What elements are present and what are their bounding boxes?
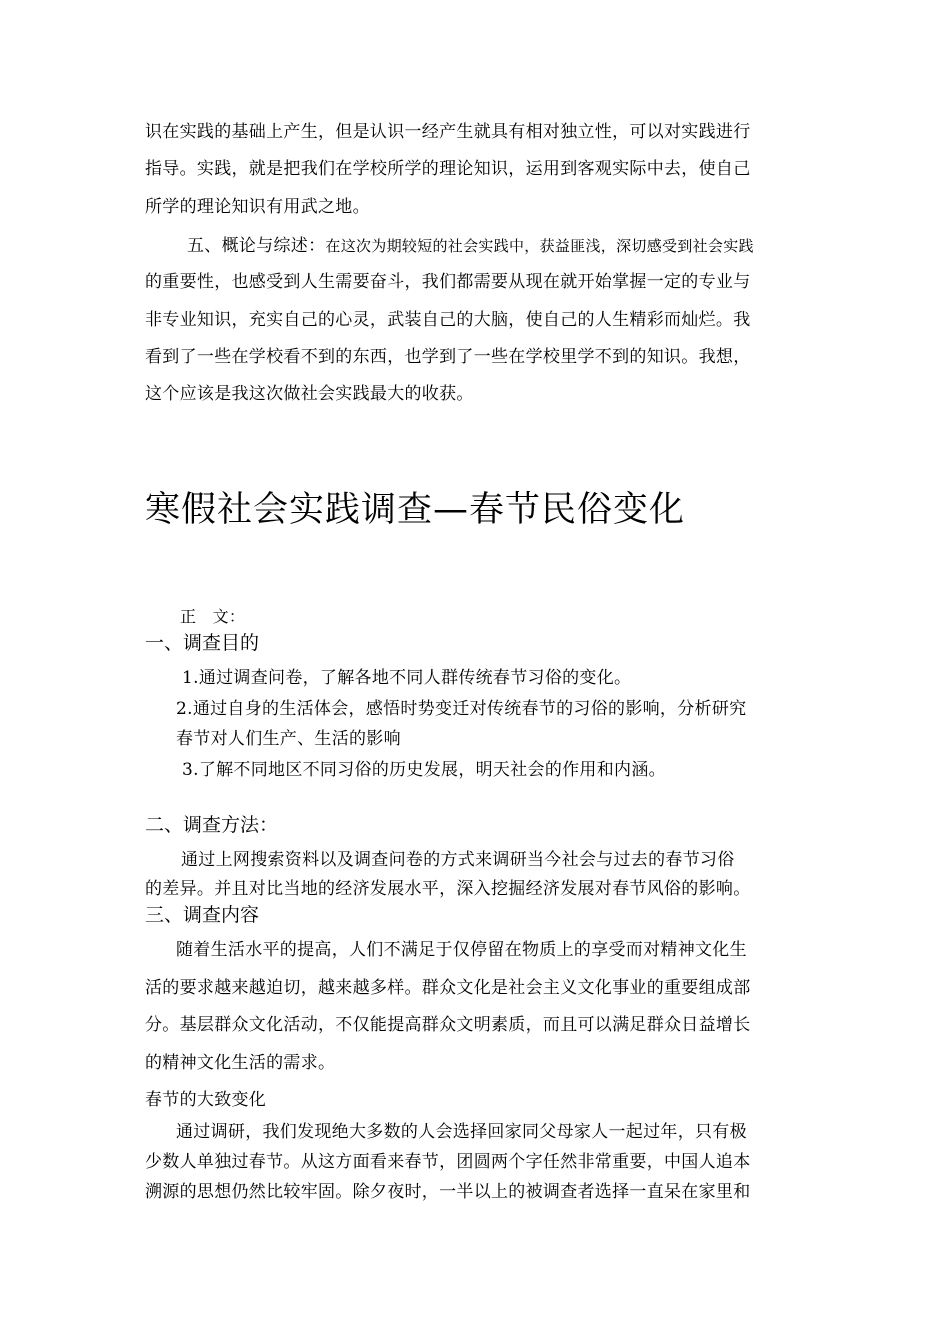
summary-line-3: 非专业知识，充实自己的心灵，武装自己的大脑，使自己的人生精彩而灿烂。我 [145,310,751,330]
body-label: 正 文： [180,607,246,626]
summary-line-5: 这个应该是我这次做社会实践最大的收获。 [145,384,474,404]
section-3-line-4: 的精神文化生活的需求。 [145,1053,336,1073]
subsection-line-1: 通过调研，我们发现绝大多数的人会选择回家同父母家人一起过年，只有极 [176,1122,747,1142]
intro-line-3: 所学的理论知识有用武之地。 [145,197,370,217]
section-2-line-2: 的差异。并且对比当地的经济发展水平，深入挖掘经济发展对春节风俗的影响。 [145,879,751,899]
section-2-line-1: 通过上网搜索资料以及调查问卷的方式来调研当今社会与过去的春节习俗 [181,850,735,870]
section-1-item-3: 3.了解不同地区不同习俗的历史发展，明天社会的作用和内涵。 [182,760,666,780]
section-3-line-1: 随着生活水平的提高，人们不满足于仅停留在物质上的享受而对精神文化生 [176,940,747,960]
section-1-item-1: 1.通过调查问卷，了解各地不同人群传统春节习俗的变化。 [182,668,632,688]
summary-label: 五、概论与综述： [187,236,326,256]
intro-line-2: 指导。实践，就是把我们在学校所学的理论知识，运用到客观实际中去，使自己 [145,159,751,179]
section-3-heading: 三、调查内容 [145,904,260,926]
summary-line-2: 的重要性，也感受到人生需要奋斗，我们都需要从现在就开始掌握一定的专业与 [145,272,751,292]
subsection-line-3: 溯源的思想仍然比较牢固。除夕夜时，一半以上的被调查者选择一直呆在家里和 [145,1182,751,1202]
section-3-line-3: 分。基层群众文化活动，不仅能提高群众文明素质，而且可以满足群众日益增长 [145,1015,751,1035]
summary-first-line-text: 在这次为期较短的社会实践中，获益匪浅，深切感受到社会实践 [325,237,754,255]
summary-line-4: 看到了一些在学校看不到的东西，也学到了一些在学校里学不到的知识。我想， [145,347,751,367]
report-title: 寒假社会实践调查—春节民俗变化 [145,490,686,530]
summary-first-line [187,235,754,257]
intro-line-1: 识在实践的基础上产生，但是认识一经产生就具有相对独立性，可以对实践进行 [145,122,751,142]
subsection-heading: 春节的大致变化 [145,1090,267,1110]
section-2-heading: 二、调查方法： [145,814,279,836]
section-3-line-2: 活的要求越来越迫切，越来越多样。群众文化是社会主义文化事业的重要组成部 [145,978,751,998]
section-1-item-2-line-1: 2.通过自身的生活体会，感悟时势变迁对传统春节的习俗的影响，分析研究 [176,699,747,719]
subsection-line-2: 少数人单独过春节。从这方面看来春节，团圆两个字任然非常重要，中国人追本 [145,1152,751,1172]
section-1-heading: 一、调查目的 [145,632,260,654]
section-1-item-2-line-2: 春节对人们生产、生活的影响 [176,729,401,749]
